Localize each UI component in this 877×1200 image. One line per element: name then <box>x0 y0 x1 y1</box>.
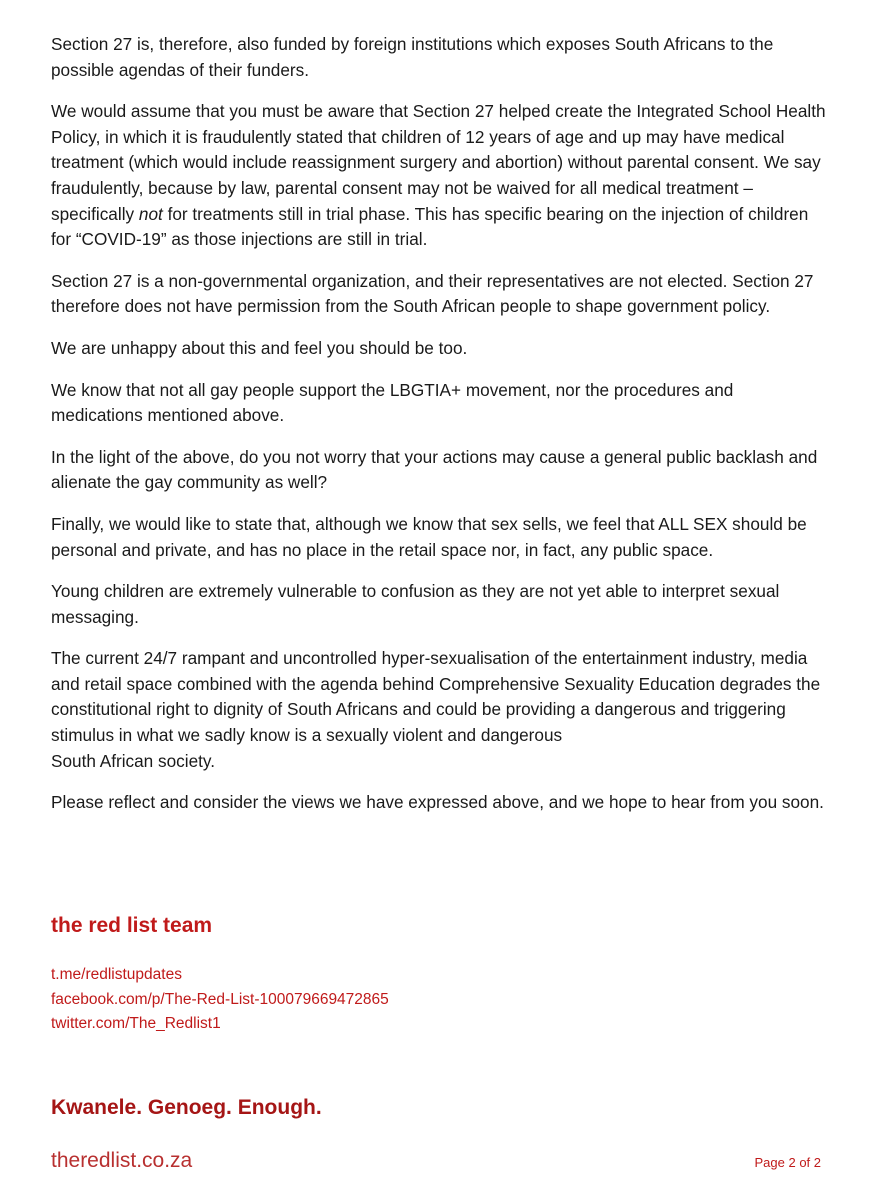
contact-links <box>51 963 389 1037</box>
paragraph-unhappy: We are unhappy about this and feel you should be too. <box>51 337 468 358</box>
paragraph-gay-people: We know that not all gay people support the LBGTIA+ movement, nor the procedures and medications mentioned above. <box>51 379 734 426</box>
paragraph-health-policy: We would assume that you must be aware that Section 27 helped create the Integrated School Health Policy, in which it is fraudulently stated that children of 12 years of age and up may have medical treatment (which would include reassignment surgery and abortion) without parental consent. We say fraudulently, because by law, parental consent may not be waived for all medical treatment – specifically not for treatments still in trial phase. This has specific bearing on the injection of children for “COVID-19” as those injections are still in trial. <box>51 101 826 250</box>
emphasis-not: not <box>138 203 163 224</box>
paragraph-children: Young children are extremely vulnerable to confusion as they are not yet able to interpret sexual messaging. <box>51 581 780 627</box>
paragraph-funding: Section 27 is, therefore, also funded by foreign institutions which exposes South Africans to the possible agendas of their funders. <box>51 34 774 80</box>
facebook-link[interactable]: facebook.com/p/The-Red-List-100079669472865 <box>51 990 389 1008</box>
paragraph-ngo: Section 27 is a non-governmental organization, and their representatives are not elected. Section 27 therefore does not have permission from the South African people to shape government policy. <box>51 270 814 317</box>
signature-team-name: the red list team <box>51 914 213 937</box>
paragraph-hyper-sexualisation: The current 24/7 rampant and uncontrolled hyper-sexualisation of the entertainment industry, media and retail space combined with the agenda behind Comprehensive Sexuality Education degrades the constitutional right to dignity of South Africans and could be providing a dangerous and triggering stimulus in what we sadly know is a sexually violent and dangerous South African society. <box>51 648 821 771</box>
paragraph-retail-space: Finally, we would like to state that, although we know that sex sells, we feel that ALL SEX should be personal and private, and has no place in the retail space nor, in fact, any public space. <box>51 513 807 560</box>
paragraph-backlash: In the light of the above, do you not worry that your actions may cause a general public backlash and alienate the gay community as well? <box>51 446 818 493</box>
page-number: Page 2 of 2 <box>754 1155 821 1170</box>
telegram-link[interactable]: t.me/redlistupdates <box>51 966 182 983</box>
letter-body <box>51 32 826 832</box>
paragraph-closing: Please reflect and consider the views we have expressed above, and we hope to hear from you soon. <box>51 792 824 813</box>
slogan: Kwanele. Genoeg. Enough. <box>51 1096 322 1119</box>
website-link[interactable]: theredlist.co.za <box>51 1149 193 1172</box>
twitter-link[interactable]: twitter.com/The_Redlist1 <box>51 1015 221 1032</box>
